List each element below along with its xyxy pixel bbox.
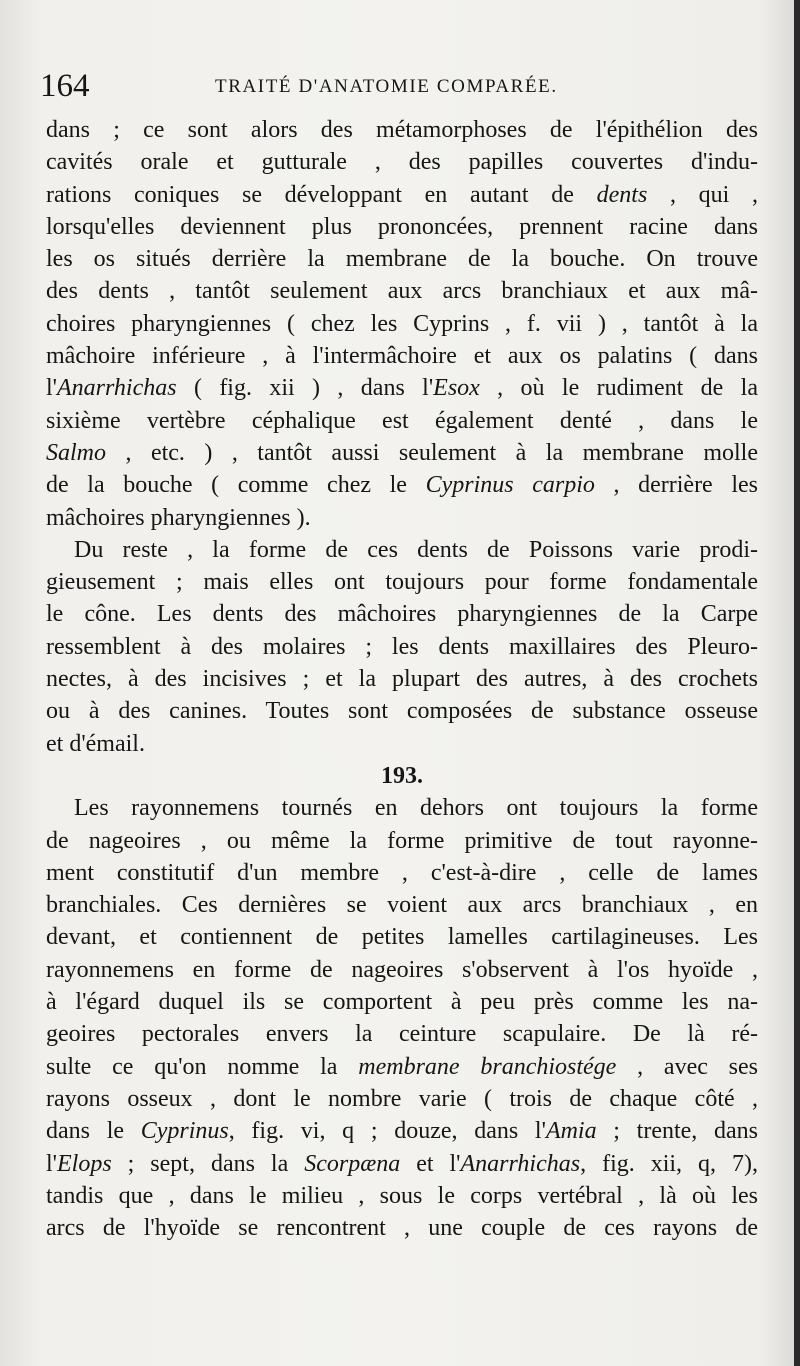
text-line [46,954,758,986]
text-line [46,825,758,857]
text-segment: devant, et contiennent de petites lamelles cartilagineuses. Les [46,924,758,951]
body-text [46,114,758,1244]
text-segment: des dents , tantôt seulement aux arcs branchiaux et aux mâ- [46,278,758,305]
text-line [46,437,758,469]
text-line [46,728,758,760]
text-line [46,1051,758,1083]
text-line [46,502,758,534]
italic-term: Cyprinus carpio [425,472,595,499]
text-line [46,1083,758,1115]
text-segment: ou à des canines. Toutes sont composées de substance osseuse [46,698,758,725]
text-line [46,598,758,630]
section-number [46,760,758,792]
text-line [46,340,758,372]
text-segment: et d'émail. [46,730,145,757]
italic-term: Scorpæna [304,1150,401,1177]
text-segment: ment constitutif d'un membre , c'est-à-dire , celle de lames [46,859,758,886]
text-segment: 193. [381,762,423,789]
text-segment: , où le rudiment de la [479,375,758,402]
text-segment: mâchoire inférieure , à l'intermâchoire et aux os palatins ( dans [46,343,758,370]
text-segment: Du reste , la forme de ces dents de Poissons varie prodi- [74,536,758,563]
text-segment: geoires pectorales envers la ceinture scapulaire. De là ré- [46,1021,758,1048]
text-segment: rayons osseux , dont le nombre varie ( trois de chaque côté , [46,1085,758,1112]
text-segment: choires pharyngiennes ( chez les Cyprins , f. vii ) , tantôt à la [46,310,758,337]
text-segment: gieusement ; mais elles ont toujours pour forme fondamentale [46,569,758,596]
text-line [46,986,758,1018]
text-segment: les os situés derrière la membrane de la bouche. On trouve [46,246,758,273]
text-segment: Les rayonnemens tournés en dehors ont toujours la forme [74,795,758,822]
text-line [46,566,758,598]
text-segment: ; sept, dans la [111,1150,305,1177]
text-segment: arcs de l'hyoïde se rencontrent , une couple de ces rayons de [46,1215,758,1242]
text-line [46,114,758,146]
page-edge-shadow [794,0,800,1366]
text-line [46,792,758,824]
text-line [46,695,758,727]
text-segment: sulte ce qu'on nomme la [46,1053,359,1080]
text-line [46,243,758,275]
text-segment: branchiales. Ces dernières se voient aux arcs branchiaux , en [46,892,758,919]
text-segment: ; trente, dans [596,1118,758,1145]
text-segment: le cône. Les dents des mâchoires pharyngiennes de la Carpe [46,601,758,628]
text-segment: , etc. ) , tantôt aussi seulement à la membrane molle [106,439,758,466]
text-segment: rayonnemens en forme de nageoires s'observent à l'os hyoïde , [46,956,758,983]
text-line [46,179,758,211]
text-segment: , avec ses [616,1053,758,1080]
text-line [46,663,758,695]
text-line [46,308,758,340]
text-segment: ( fig. xii ) , dans l' [176,375,434,402]
page-header [40,66,760,106]
italic-term: Amia [545,1118,597,1145]
text-segment: dans le [46,1118,141,1145]
text-line [46,631,758,663]
text-line [46,1115,758,1147]
italic-term: Salmo [46,439,106,466]
text-line [46,1018,758,1050]
text-segment: cavités orale et gutturale , des papilles couvertes d'indu- [46,149,758,176]
text-line [46,534,758,566]
italic-term: Cyprinus [140,1118,229,1145]
italic-term: Esox [433,375,480,402]
text-segment: rations coniques se développant en autant de [46,181,597,208]
text-line [46,921,758,953]
text-segment: l' [46,375,57,402]
text-line [46,889,758,921]
text-line [46,275,758,307]
italic-term: Anarrhichas [460,1150,581,1177]
text-segment: dans ; ce sont alors des métamorphoses de l'épithélion des [46,117,758,143]
running-title: TRAITÉ D'ANATOMIE COMPARÉE. [215,76,558,97]
text-segment: nectes, à des incisives ; et la plupart des autres, à des crochets [46,666,758,693]
page-number: 164 [40,68,90,104]
italic-term: Anarrhichas [57,375,177,402]
text-segment: de nageoires , ou même la forme primitive de tout rayonne- [46,827,758,854]
italic-term: membrane branchiostége [358,1053,617,1080]
text-segment: , derrière les [594,472,758,499]
text-segment: l' [46,1150,57,1177]
text-line [46,1180,758,1212]
text-line [46,211,758,243]
text-line [46,372,758,404]
text-segment: ressemblent à des molaires ; les dents maxillaires des Pleuro- [46,633,758,660]
text-line [46,146,758,178]
text-segment: , fig. xii, q, 7), [580,1150,758,1177]
italic-term: Elops [57,1150,112,1177]
text-segment: et l' [400,1150,461,1177]
text-segment: de la bouche ( comme chez le [46,472,426,499]
text-segment: à l'égard duquel ils se comportent à peu près comme les na- [46,989,758,1016]
text-line [46,857,758,889]
italic-term: dents [596,181,648,208]
text-segment: mâchoires pharyngiennes ). [46,504,311,531]
text-segment: sixième vertèbre céphalique est également denté , dans le [46,407,758,434]
text-segment: lorsqu'elles deviennent plus prononcées, prennent racine dans [46,213,758,240]
text-line [46,405,758,437]
text-segment: , qui , [647,181,758,208]
text-line [46,1212,758,1244]
text-line [46,1148,758,1180]
text-segment: , fig. vi, q ; douze, dans l' [228,1118,546,1145]
text-segment: tandis que , dans le milieu , sous le corps vertébral , là où les [46,1182,758,1209]
text-line [46,469,758,501]
